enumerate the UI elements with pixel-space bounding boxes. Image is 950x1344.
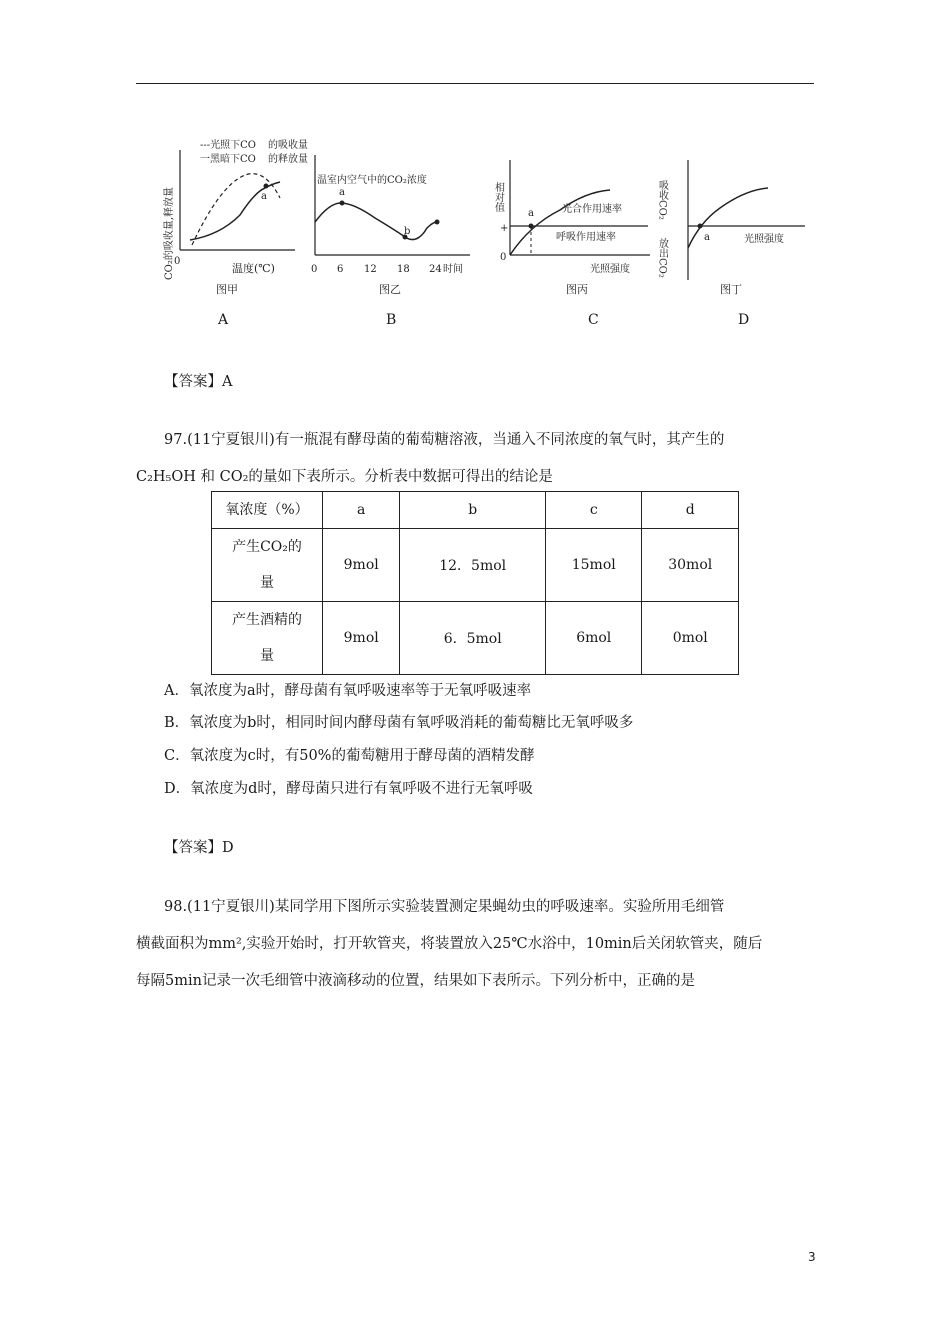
q98-line1: 98.(11宁夏银川)某同学用下图所示实验装置测定果蝇幼虫的呼吸速率。实验所用毛细管 (164, 899, 725, 915)
table-cell: 15mol (546, 529, 642, 602)
jia-point-a (264, 184, 269, 189)
figure-bing-graphic (490, 130, 660, 300)
row-label-line1: 产生CO₂的 (232, 539, 302, 555)
q97-option-a: A．氧浓度为a时，酵母菌有氧呼吸速率等于无氧呼吸速率 (164, 683, 532, 699)
q97-stem-line1 (164, 428, 724, 449)
yi-curve (315, 203, 437, 240)
table-row-label-co2 (212, 529, 323, 602)
q96-answer: A (222, 374, 233, 390)
yi-tick-24: 24 (429, 264, 442, 275)
figure-jia-graphic (150, 130, 310, 300)
choice-letter-a: A (218, 312, 229, 328)
jia-legend-2: 一黑暗下CO (200, 154, 256, 165)
yi-tick-6: 6 (337, 264, 344, 275)
bing-zero: 0 (500, 252, 507, 263)
q97-option-d: D．氧浓度为d时，酵母菌只进行有氧呼吸不进行无氧呼吸 (164, 781, 533, 797)
table-row (212, 602, 739, 675)
choice-letter-d: D (738, 312, 750, 328)
jia-legend-1b: 的吸收量 (268, 140, 308, 151)
ding-caption: 图丁 (720, 283, 742, 296)
row-label-line2: 量 (260, 648, 274, 664)
table-cell: 9mol (323, 602, 400, 675)
q97-stem-text1: 有一瓶混有酵母菌的葡萄糖溶液，当通入不同浓度的氧气时，其产生的 (274, 432, 725, 448)
yi-point-end (435, 220, 440, 225)
table-cell: 12．5mol (400, 529, 546, 602)
yi-caption: 图乙 (379, 283, 401, 296)
table-cell: 30mol (642, 529, 739, 602)
table-header-a: a (323, 492, 400, 529)
q97-table (211, 491, 739, 675)
yi-point-a-label: a (339, 187, 345, 198)
yi-point-a (340, 201, 345, 206)
bing-point-a-label: a (528, 208, 534, 219)
figure-bing (490, 130, 660, 304)
ding-point-a-label: a (704, 232, 710, 243)
table-header-b: b (400, 492, 546, 529)
bing-plus: + (500, 223, 509, 234)
ding-xlabel: 光照强度 (744, 234, 784, 245)
bing-xlabel: 光照强度 (590, 264, 630, 275)
table-cell: 9mol (323, 529, 400, 602)
q97-stem-line2 (136, 465, 553, 486)
answer-label: 【答案】 (164, 840, 222, 856)
yi-xlabel: 时间 (443, 264, 463, 275)
table-header-d: d (642, 492, 739, 529)
yi-tick-12: 12 (364, 264, 377, 275)
row-label-line1: 产生酒精的 (232, 612, 302, 628)
jia-xlabel: 温度(℃) (232, 262, 275, 275)
bing-photosynthesis-curve (510, 190, 610, 255)
jia-origin: 0 (174, 256, 181, 267)
q97-answer: D (222, 840, 234, 856)
jia-ylabel: CO₂的吸收量,释放量 (164, 186, 175, 280)
q97-option-c: C．氧浓度为c时，有50%的葡萄糖用于酵母菌的酒精发酵 (164, 748, 535, 764)
figure-yi-graphic (305, 130, 480, 300)
table-header-oxygen: 氧浓度（%） (212, 492, 323, 529)
yi-point-b-label: b (404, 226, 411, 237)
q97-formula: C₂H₅OH 和 CO₂ (136, 469, 249, 485)
q97-option-b: B．氧浓度为b时，相同时间内酵母菌有氧呼吸消耗的葡萄糖比无氧呼吸多 (164, 715, 634, 731)
choice-letter-b: B (386, 312, 397, 328)
jia-legend-2b: 的释放量 (268, 154, 308, 165)
table-header-c: c (546, 492, 642, 529)
figure-ding-graphic (656, 130, 810, 300)
jia-point-a-label: a (261, 191, 267, 202)
answer-label: 【答案】 (164, 374, 222, 390)
jia-caption: 图甲 (216, 283, 238, 296)
ding-ylabel-bottom: 放出CO₂ (656, 238, 668, 278)
table-cell: 6mol (546, 602, 642, 675)
q96-answer-line (164, 370, 232, 391)
jia-legend-1: ---光照下CO (200, 140, 256, 151)
figure-ding (656, 130, 810, 304)
q98-line3: 每隔5min记录一次毛细管中液滴移动的位置，结果如下表所示。下列分析中，正确的是 (136, 973, 695, 989)
q97-answer-line (164, 836, 234, 857)
q98-line2: 横截面积为mm²,实验开始时，打开软管夹，将装置放入25℃水浴中，10min后关闭软管夹，随后 (136, 936, 763, 952)
q97-source: (11宁夏银川) (187, 432, 275, 448)
bing-ylabel: 相对值 (492, 182, 504, 212)
ding-point-a (698, 224, 703, 229)
table-cell: 0mol (642, 602, 739, 675)
q97-stem-text2: 的量如下表所示。分析表中数据可得出的结论是 (248, 469, 553, 485)
table-header-row (212, 492, 739, 529)
q97-number: 97. (164, 432, 188, 448)
table-row-label-alcohol (212, 602, 323, 675)
figures-row (150, 130, 810, 330)
yi-title: 温室内空气中的CO₂浓度 (317, 175, 427, 186)
ding-ylabel-top: 吸收CO₂ (656, 180, 668, 220)
bing-point-a (529, 224, 534, 229)
bing-caption: 图丙 (566, 283, 588, 296)
figure-yi (305, 130, 480, 304)
bing-curve1-label: 光合作用速率 (562, 204, 622, 215)
yi-tick-0: 0 (311, 264, 318, 275)
header-rule (136, 83, 814, 84)
row-label-line2: 量 (260, 575, 274, 591)
page-number: 3 (808, 1250, 816, 1264)
table-cell: 6．5mol (400, 602, 546, 675)
choice-letter-c: C (588, 312, 599, 328)
table-row (212, 529, 739, 602)
bing-curve2-label: 呼吸作用速率 (556, 232, 616, 243)
yi-tick-18: 18 (397, 264, 410, 275)
figure-jia (150, 130, 310, 304)
